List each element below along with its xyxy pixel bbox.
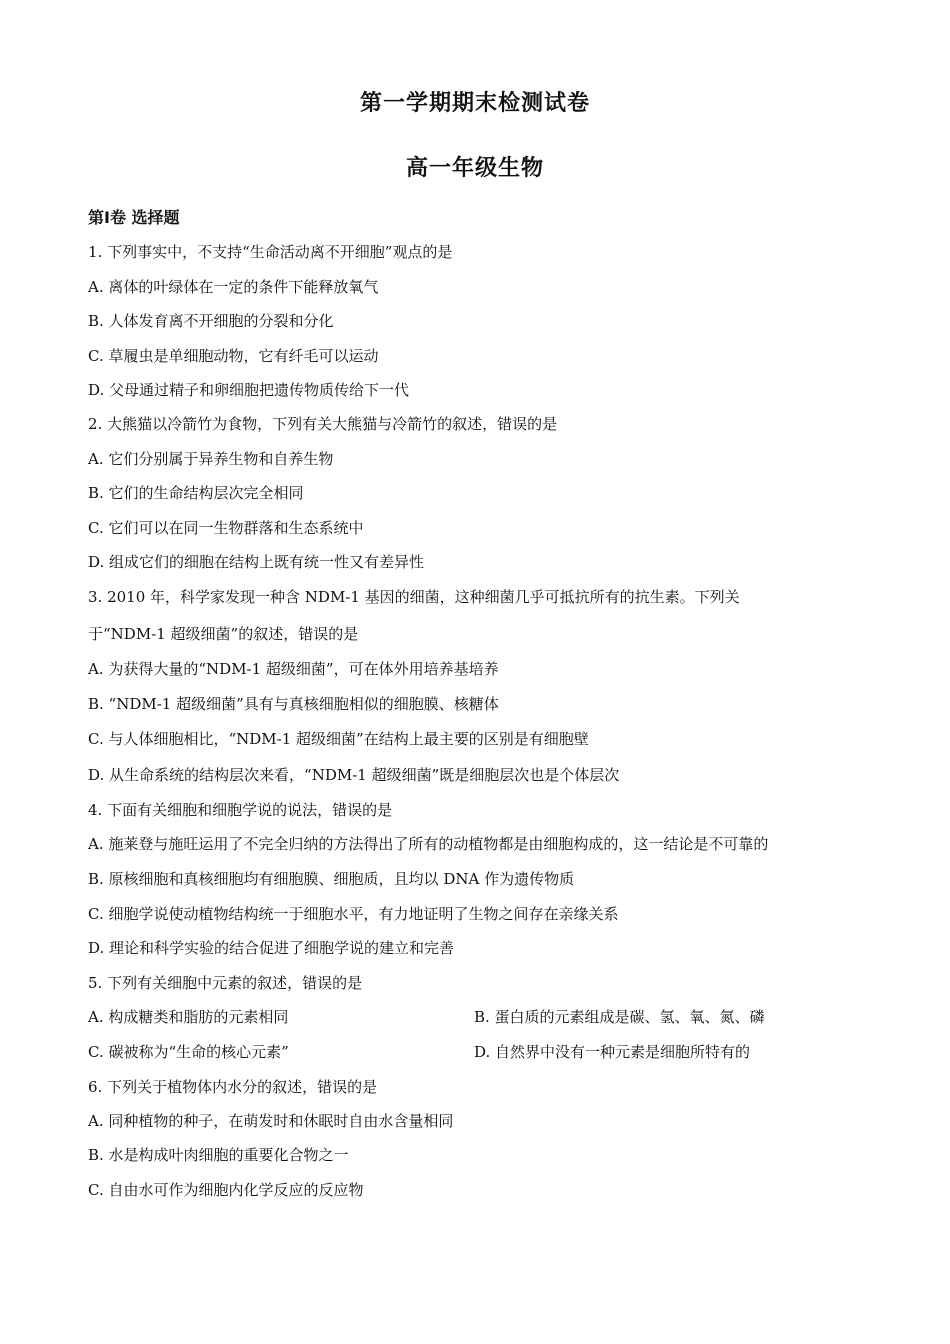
question-1-option-b: B. 人体发育离不开细胞的分裂和分化 bbox=[88, 312, 334, 330]
question-6-option-b: B. 水是构成叶肉细胞的重要化合物之一 bbox=[88, 1146, 349, 1164]
question-2-option-a: A. 它们分别属于异养生物和自养生物 bbox=[88, 450, 334, 468]
question-6-stem: 6. 下列关于植物体内水分的叙述，错误的是 bbox=[88, 1078, 378, 1096]
question-1-option-c: C. 草履虫是单细胞动物，它有纤毛可以运动 bbox=[88, 347, 379, 365]
section-heading: 第Ⅰ卷 选择题 bbox=[88, 208, 180, 227]
question-2-option-b: B. 它们的生命结构层次完全相同 bbox=[88, 484, 304, 502]
question-4-option-b: B. 原核细胞和真核细胞均有细胞膜、细胞质，且均以 DNA 作为遗传物质 bbox=[88, 870, 575, 888]
question-2-option-d: D. 组成它们的细胞在结构上既有统一性又有差异性 bbox=[88, 553, 425, 571]
question-5-stem: 5. 下列有关细胞中元素的叙述，错误的是 bbox=[88, 974, 363, 992]
page-subtitle: 高一年级生物 bbox=[405, 156, 544, 181]
question-5-option-c: C. 碳被称为“生命的核心元素” bbox=[88, 1043, 289, 1061]
question-6-option-c: C. 自由水可作为细胞内化学反应的反应物 bbox=[88, 1181, 364, 1199]
question-5-option-d: D. 自然界中没有一种元素是细胞所特有的 bbox=[474, 1043, 751, 1061]
question-5-option-a: A. 构成糖类和脂肪的元素相同 bbox=[88, 1008, 289, 1026]
question-3-option-b: B. “NDM-1 超级细菌”具有与真核细胞相似的细胞膜、核糖体 bbox=[88, 695, 499, 713]
question-2-option-c: C. 它们可以在同一生物群落和生态系统中 bbox=[88, 519, 364, 537]
question-1-option-a: A. 离体的叶绿体在一定的条件下能释放氧气 bbox=[88, 278, 379, 296]
question-6-option-a: A. 同种植物的种子，在萌发时和休眠时自由水含量相同 bbox=[88, 1112, 454, 1130]
question-4-option-a: A. 施莱登与施旺运用了不完全归纳的方法得出了所有的动植物都是由细胞构成的，这一结论是不可靠的 bbox=[88, 835, 769, 853]
question-5-option-b: B. 蛋白质的元素组成是碳、氢、氧、氮、磷 bbox=[474, 1008, 765, 1026]
question-4-stem: 4. 下面有关细胞和细胞学说的说法，错误的是 bbox=[88, 801, 393, 819]
question-4-option-d: D. 理论和科学实验的结合促进了细胞学说的建立和完善 bbox=[88, 939, 455, 957]
page-title: 第一学期期末检测试卷 bbox=[359, 91, 590, 116]
question-1-stem: 1. 下列事实中，不支持“生命活动离不开细胞”观点的是 bbox=[88, 243, 453, 261]
question-3-stem-line-1: 3. 2010 年，科学家发现一种含 NDM-1 基因的细菌，这种细菌几乎可抵抗所有的抗生素。下列关 bbox=[88, 588, 740, 606]
question-4-option-c: C. 细胞学说使动植物结构统一于细胞水平，有力地证明了生物之间存在亲缘关系 bbox=[88, 905, 619, 923]
question-3-stem-line-2: 于“NDM-1 超级细菌”的叙述，错误的是 bbox=[88, 625, 359, 643]
question-1-option-d: D. 父母通过精子和卵细胞把遗传物质传给下一代 bbox=[88, 381, 410, 399]
question-3-option-c: C. 与人体细胞相比，“NDM-1 超级细菌”在结构上最主要的区别是有细胞壁 bbox=[88, 730, 589, 748]
question-2-stem: 2. 大熊猫以冷箭竹为食物，下列有关大熊猫与冷箭竹的叙述，错误的是 bbox=[88, 415, 558, 433]
question-3-option-a: A. 为获得大量的“NDM-1 超级细菌”，可在体外用培养基培养 bbox=[88, 660, 499, 678]
question-3-option-d: D. 从生命系统的结构层次来看，“NDM-1 超级细菌”既是细胞层次也是个体层次 bbox=[88, 766, 620, 784]
